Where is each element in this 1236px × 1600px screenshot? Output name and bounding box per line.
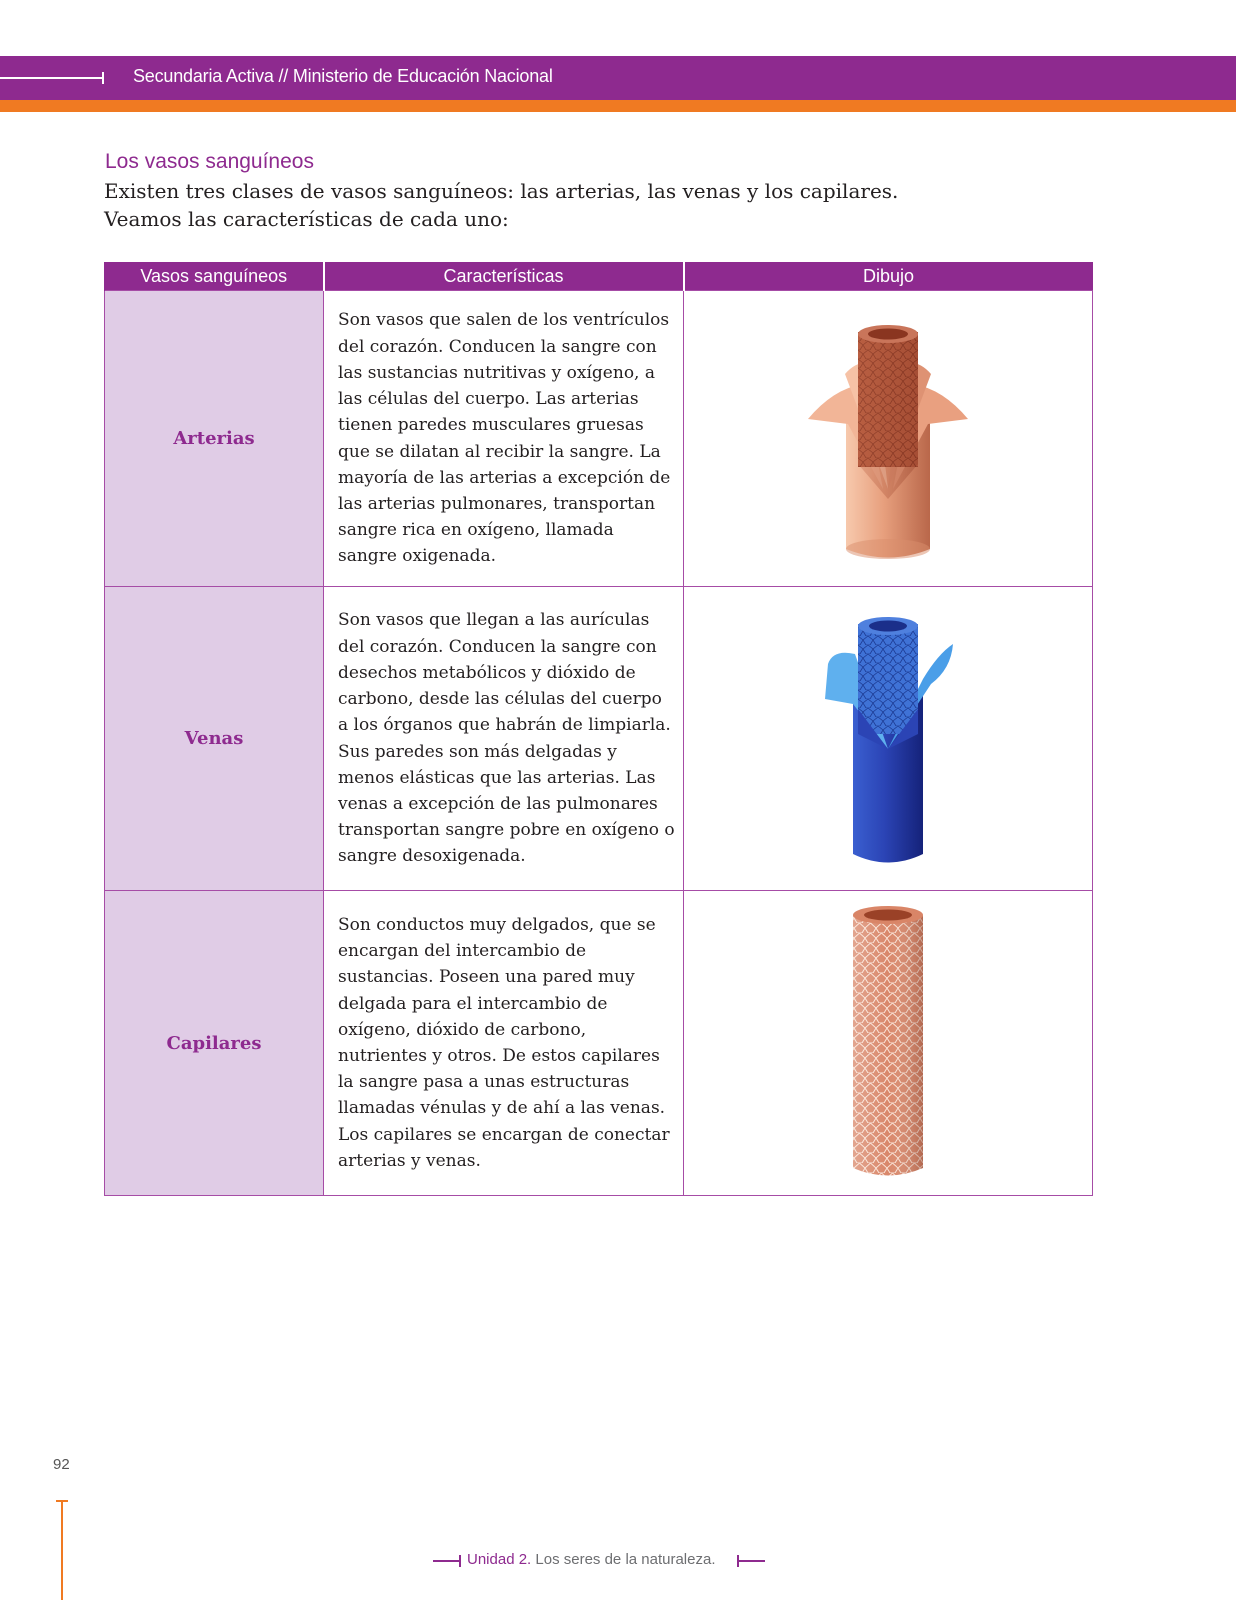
- vessel-name-arterias: Arterias: [105, 291, 324, 587]
- table-row-venas: [105, 587, 1093, 891]
- footer-text: [467, 1551, 716, 1568]
- table-row-arterias: [105, 291, 1093, 587]
- vessel-description-venas: Son vasos que llegan a las aurículas del corazón. Conducen la sangre con desechos metabólicos y dióxido de carbono, desde las células del cuerpo a los órganos que habrán de limpiarla. Sus paredes son más delgadas y menos elásticas que las arterias. Las venas a excepción de las pulmonares transportan sangre pobre en oxígeno o sangre desoxigenada.: [324, 587, 684, 891]
- intro-line-2: Veamos las características de cada uno:: [104, 207, 509, 231]
- section-title: Los vasos sanguíneos: [105, 150, 314, 173]
- vessel-drawing-cell-arterias: [684, 291, 1093, 587]
- footer-tick-left: [459, 1555, 461, 1567]
- header-orange-stripe: [0, 100, 1236, 112]
- header-rule: [0, 77, 104, 79]
- intro-line-1: Existen tres clases de vasos sanguíneos: las arterias, las venas y los capilares.: [104, 179, 899, 203]
- header-text: Secundaria Activa // Ministerio de Educación Nacional: [133, 66, 553, 86]
- blood-vessels-table: [104, 262, 1093, 1196]
- section-intro: [104, 177, 1004, 233]
- footer-rule-left: [433, 1560, 461, 1562]
- footer-margin-tick: [56, 1500, 68, 1502]
- vessel-description-arterias: Son vasos que salen de los ventrículos del corazón. Conducen la sangre con las sustancias nutritivas y oxígeno, a las células del cuerpo. Las arterias tienen paredes musculares gruesas que se dilatan al recibir la sangre. La mayoría de las arterias a excepción de las arterias pulmonares, transportan sangre rica en oxígeno, llamada sangre oxigenada.: [324, 291, 684, 587]
- vessel-drawing-cell-capilares: [684, 891, 1093, 1196]
- vein-illustration: [813, 609, 963, 869]
- vessel-name-venas: Venas: [105, 587, 324, 891]
- footer-rule-right: [737, 1560, 765, 1562]
- capillary-illustration: [843, 903, 933, 1183]
- column-header-vessel: Vasos sanguíneos: [105, 262, 324, 291]
- table-header-row: [105, 262, 1093, 291]
- column-header-characteristics: Características: [324, 262, 684, 291]
- footer-unit-label: [433, 1550, 773, 1572]
- table-row-capilares: [105, 891, 1093, 1196]
- vessel-description-capilares: Son conductos muy delgados, que se encargan del intercambio de sustancias. Poseen una pared muy delgada para el intercambio de oxígeno, dióxido de carbono, nutrientes y otros. De estos capilares la sangre pasa a unas estructuras llamadas vénulas y de ahí a las venas. Los capilares se encargan de conectar arterias y venas.: [324, 891, 684, 1196]
- footer-topic: Los seres de la naturaleza.: [531, 1551, 716, 1568]
- vessel-drawing-cell-venas: [684, 587, 1093, 891]
- header-rule-tick: [102, 72, 104, 84]
- artery-illustration: [803, 314, 973, 564]
- page-number: 92: [53, 1456, 70, 1473]
- column-header-drawing: Dibujo: [684, 262, 1093, 291]
- footer-margin-line: [61, 1500, 63, 1600]
- footer-unit: Unidad 2.: [467, 1551, 532, 1568]
- vessel-name-capilares: Capilares: [105, 891, 324, 1196]
